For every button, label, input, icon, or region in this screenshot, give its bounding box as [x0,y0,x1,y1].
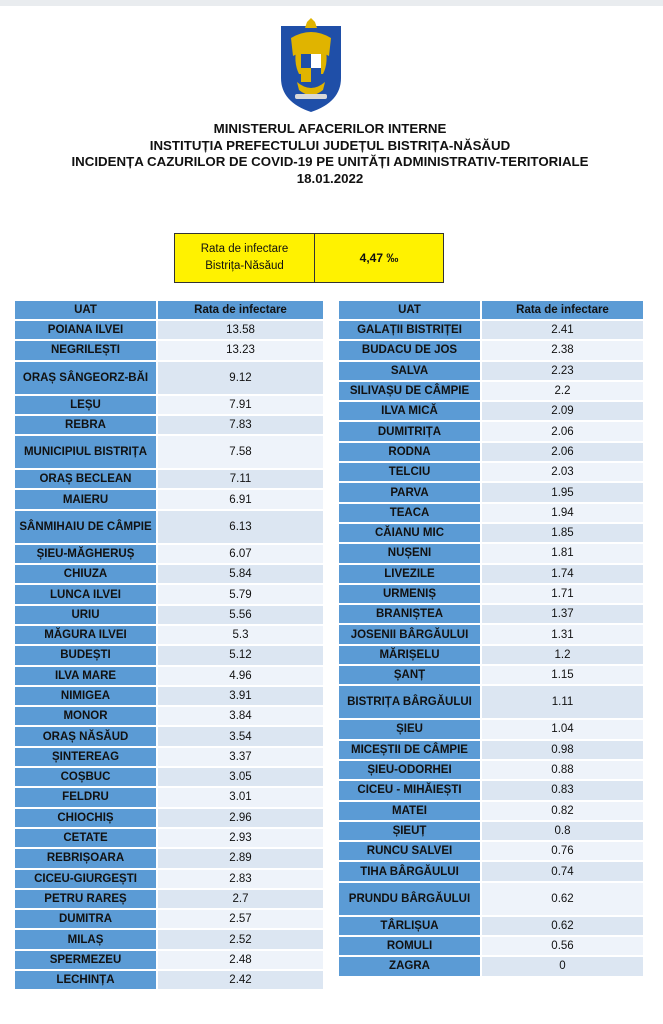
infection-rate-value: 2.96 [158,809,325,829]
infection-rate-value: 3.54 [158,727,325,747]
uat-name: ZAGRA [339,957,482,977]
table-row [339,862,645,882]
uat-name: ORAȘ SÂNGEORZ-BĂI [15,362,158,396]
table-row [15,362,325,396]
table-row [15,870,325,890]
table-row [15,511,325,545]
uat-name: PARVA [339,483,482,503]
uat-name: FELDRU [15,788,158,808]
infection-rate-value: 5.56 [158,606,325,626]
table-row [339,842,645,862]
infection-rate-table-left [15,301,325,991]
table-row [339,625,645,645]
infection-rate-value: 5.12 [158,646,325,666]
uat-name: PRUNDU BÂRGĂULUI [339,883,482,917]
infection-rate-value: 2.48 [158,951,325,971]
table-row [339,422,645,442]
infection-rate-value: 0.98 [482,741,645,761]
county-rate-box [174,233,444,283]
infection-rate-value: 2.2 [482,382,645,402]
uat-name: REBRA [15,416,158,436]
uat-name: MUNICIPIUL BISTRIȚA [15,436,158,470]
infection-rate-value: 1.94 [482,504,645,524]
table-row [15,606,325,626]
uat-name: SÂNMIHAIU DE CÂMPIE [15,511,158,545]
uat-name: CICEU - MIHĂIEȘTI [339,781,482,801]
document-heading [60,121,600,187]
infection-rate-value: 4.96 [158,667,325,687]
uat-name: MICEȘTII DE CÂMPIE [339,741,482,761]
heading-date: 18.01.2022 [296,170,364,186]
uat-name: CICEU-GIURGEȘTI [15,870,158,890]
infection-rate-value: 2.57 [158,910,325,930]
table-row [339,761,645,781]
heading-title: INCIDENȚA CAZURILOR DE COVID-19 PE UNITĂȚI ADMINISTRATIV-TERITORIALE [71,154,589,169]
uat-name: URIU [15,606,158,626]
infection-rate-value: 7.58 [158,436,325,470]
infection-rate-value: 2.52 [158,930,325,950]
table-row [339,524,645,544]
uat-name: CETATE [15,829,158,849]
table-row [15,809,325,829]
uat-name: ILVA MARE [15,667,158,687]
uat-name: CHIUZA [15,565,158,585]
uat-name: SPERMEZEU [15,951,158,971]
uat-name: ȘIEU [339,720,482,740]
uat-name: DUMITRA [15,910,158,930]
uat-name: LECHINȚA [15,971,158,991]
table-row [15,951,325,971]
infection-rate-value: 0.88 [482,761,645,781]
table-row [339,341,645,361]
table-row [339,504,645,524]
uat-name: ȘIEU-ODORHEI [339,761,482,781]
table-row [15,687,325,707]
uat-name: ȘINTEREAG [15,748,158,768]
infection-rate-value: 2.06 [482,422,645,442]
table-row [15,788,325,808]
infection-rate-value: 1.31 [482,625,645,645]
table-row [15,910,325,930]
uat-name: CĂIANU MIC [339,524,482,544]
table-row [15,396,325,416]
table-row [339,822,645,842]
uat-name: URMENIȘ [339,585,482,605]
uat-name: MONOR [15,707,158,727]
infection-rate-value: 1.2 [482,646,645,666]
uat-name: PETRU RAREȘ [15,890,158,910]
uat-name: RODNA [339,443,482,463]
county-rate-label-line1: Rata de infectare [200,243,289,255]
infection-rate-value: 7.11 [158,470,325,490]
infection-rate-value: 2.89 [158,849,325,869]
table-row [339,382,645,402]
uat-name: NIMIGEA [15,687,158,707]
heading-institution: INSTITUȚIA PREFECTULUI JUDEȚUL BISTRIȚA-NĂSĂUD [149,137,511,153]
coat-of-arms-icon [275,16,347,114]
table-row [339,802,645,822]
infection-rate-value: 0.76 [482,842,645,862]
uat-name: BRANIȘTEA [339,605,482,625]
table-row [15,565,325,585]
column-header-uat: UAT [15,301,158,321]
table-row [15,341,325,361]
uat-name: JOSENII BÂRGĂULUI [339,625,482,645]
top-strip [0,0,663,6]
uat-name: DUMITRIȚA [339,422,482,442]
uat-name: SILIVAȘU DE CÂMPIE [339,382,482,402]
infection-rate-value: 2.42 [158,971,325,991]
infection-rate-value: 2.38 [482,341,645,361]
table-row [339,666,645,686]
infection-rate-value: 2.09 [482,402,645,422]
infection-rate-value: 6.91 [158,490,325,510]
table-row [15,585,325,605]
infection-rate-value: 3.37 [158,748,325,768]
infection-rate-value: 0.83 [482,781,645,801]
uat-name: MAIERU [15,490,158,510]
table-row [15,490,325,510]
infection-rate-value: 1.04 [482,720,645,740]
uat-name: SALVA [339,362,482,382]
infection-rate-value: 0.62 [482,917,645,937]
table-row [339,883,645,917]
infection-rate-value: 1.15 [482,666,645,686]
table-row [15,829,325,849]
table-row [15,707,325,727]
table-row [15,470,325,490]
table-row [339,720,645,740]
heading-ministry: MINISTERUL AFACERILOR INTERNE [213,121,447,136]
table-row [339,443,645,463]
uat-name: BUDEȘTI [15,646,158,666]
uat-name: COȘBUC [15,768,158,788]
infection-rate-value: 0.8 [482,822,645,842]
uat-name: NUȘENI [339,544,482,564]
table-row [15,626,325,646]
infection-rate-value: 3.05 [158,768,325,788]
infection-rate-value: 2.06 [482,443,645,463]
column-header-rate: Rata de infectare [158,301,325,321]
infection-rate-value: 2.03 [482,463,645,483]
table-row [15,321,325,341]
infection-rate-value: 2.7 [158,890,325,910]
table-row [339,781,645,801]
table-row [339,362,645,382]
uat-name: MILAȘ [15,930,158,950]
table-row [15,849,325,869]
infection-rate-value: 0.74 [482,862,645,882]
infection-rate-value: 2.93 [158,829,325,849]
uat-name: TIHA BÂRGĂULUI [339,862,482,882]
uat-name: TÂRLIȘUA [339,917,482,937]
infection-rate-value: 1.37 [482,605,645,625]
table-row [339,937,645,957]
infection-rate-value: 13.23 [158,341,325,361]
infection-rate-value: 5.79 [158,585,325,605]
table-body-right [339,321,645,978]
infection-rate-value: 2.83 [158,870,325,890]
infection-rate-value: 13.58 [158,321,325,341]
table-row [15,646,325,666]
uat-name: MATEI [339,802,482,822]
uat-name: ȘANȚ [339,666,482,686]
uat-name: TEACA [339,504,482,524]
table-row [339,565,645,585]
infection-rate-value: 2.41 [482,321,645,341]
infection-rate-value: 7.83 [158,416,325,436]
county-rate-value: 4,47 ‰ [359,251,399,265]
infection-rate-value: 3.01 [158,788,325,808]
uat-name: LUNCA ILVEI [15,585,158,605]
table-row [339,321,645,341]
table-row [15,545,325,565]
uat-name: LIVEZILE [339,565,482,585]
infection-rate-table-right [339,301,645,978]
table-row [339,402,645,422]
uat-name: MĂRIȘELU [339,646,482,666]
table-row [15,971,325,991]
uat-name: GALAȚII BISTRIȚEI [339,321,482,341]
infection-rate-value: 6.13 [158,511,325,545]
table-row [15,436,325,470]
infection-rate-value: 6.07 [158,545,325,565]
table-row [15,727,325,747]
infection-rate-value: 1.81 [482,544,645,564]
infection-rate-value: 1.95 [482,483,645,503]
infection-rate-value: 3.91 [158,687,325,707]
county-rate-label [175,234,315,282]
table-row [339,585,645,605]
column-header-rate: Rata de infectare [482,301,645,321]
infection-rate-value: 1.74 [482,565,645,585]
uat-name: POIANA ILVEI [15,321,158,341]
uat-name: ȘIEUȚ [339,822,482,842]
column-header-uat: UAT [339,301,482,321]
infection-rate-value: 1.85 [482,524,645,544]
table-row [339,917,645,937]
table-row [339,463,645,483]
table-body-left [15,321,325,991]
infection-rate-value: 0 [482,957,645,977]
infection-rate-value: 7.91 [158,396,325,416]
uat-name: ROMULI [339,937,482,957]
uat-name: MĂGURA ILVEI [15,626,158,646]
infection-rate-value: 1.71 [482,585,645,605]
table-row [339,483,645,503]
infection-rate-value: 3.84 [158,707,325,727]
table-row [15,748,325,768]
infection-rate-value: 1.11 [482,686,645,720]
uat-name: ILVA MICĂ [339,402,482,422]
table-row [339,686,645,720]
uat-name: TELCIU [339,463,482,483]
infection-rate-value: 5.84 [158,565,325,585]
table-row [339,741,645,761]
table-row [15,930,325,950]
table-row [339,605,645,625]
infection-rate-value: 9.12 [158,362,325,396]
table-row [15,890,325,910]
table-row [15,667,325,687]
uat-name: CHIOCHIȘ [15,809,158,829]
uat-name: BISTRIȚA BÂRGĂULUI [339,686,482,720]
table-row [339,646,645,666]
uat-name: ORAȘ NĂSĂUD [15,727,158,747]
uat-name: RUNCU SALVEI [339,842,482,862]
uat-name: REBRIȘOARA [15,849,158,869]
infection-rate-value: 0.62 [482,883,645,917]
table-row [339,544,645,564]
uat-name: LEȘU [15,396,158,416]
uat-name: ȘIEU-MĂGHERUȘ [15,545,158,565]
infection-rate-value: 2.23 [482,362,645,382]
county-rate-label-line2: Bistrița-Năsăud [205,260,284,272]
uat-name: NEGRILEȘTI [15,341,158,361]
infection-rate-value: 0.82 [482,802,645,822]
uat-name: BUDACU DE JOS [339,341,482,361]
uat-name: ORAȘ BECLEAN [15,470,158,490]
table-row [339,957,645,977]
table-row [15,416,325,436]
infection-rate-value: 0.56 [482,937,645,957]
table-row [15,768,325,788]
infection-rate-value: 5.3 [158,626,325,646]
